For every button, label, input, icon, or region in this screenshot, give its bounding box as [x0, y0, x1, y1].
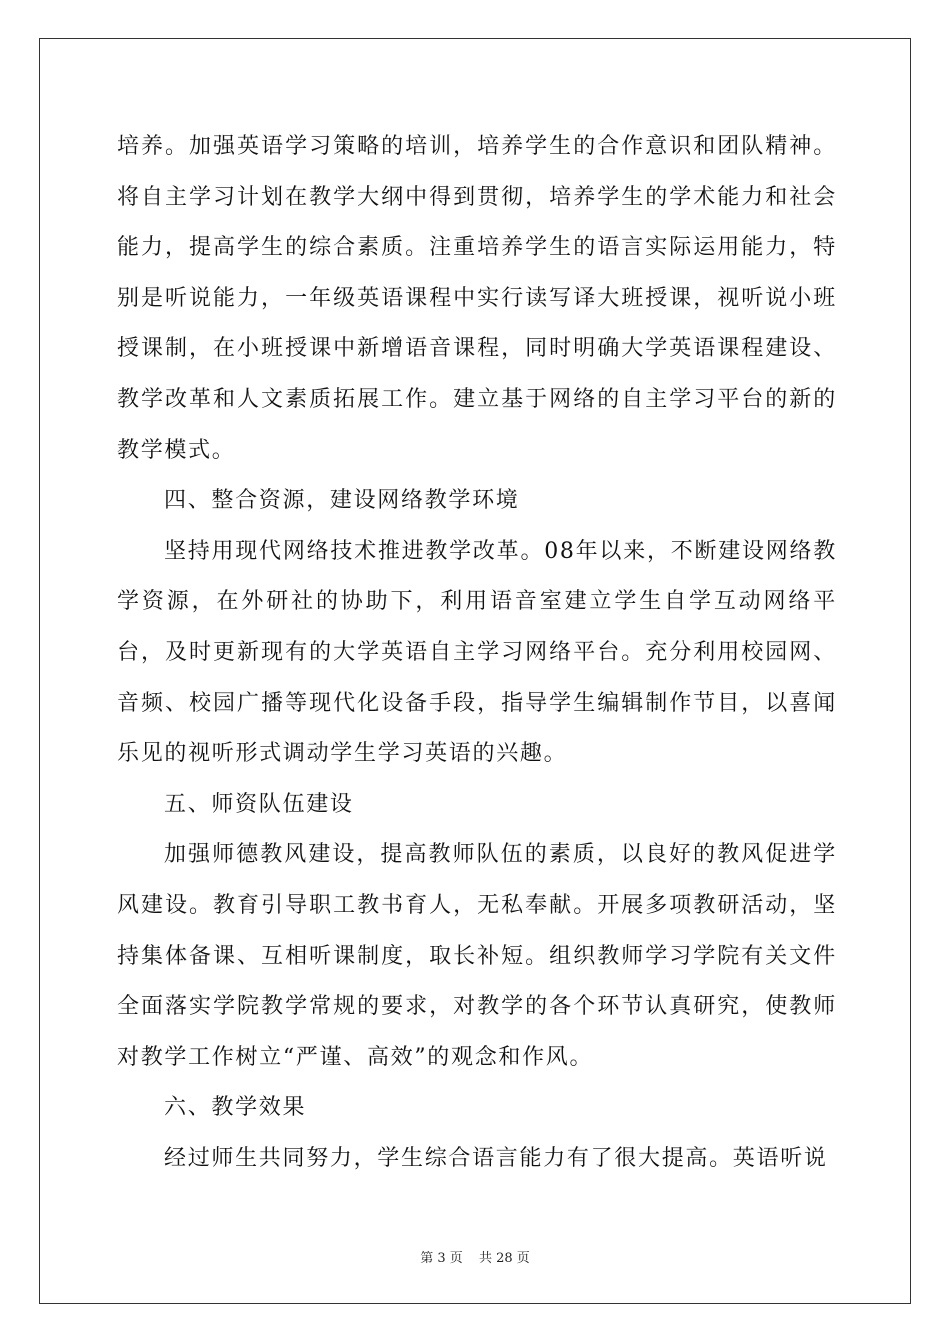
page-footer — [0, 1247, 950, 1266]
section-heading-5: 五、师资队伍建设 — [164, 791, 354, 817]
document-body — [117, 122, 837, 1184]
paragraph-faculty: 加强师德教风建设，提高教师队伍的素质，以良好的教风促进学风建设。教育引导职工教书育人，无私奉献。开展多项教研活动，坚持集体备课、互相听课制度，取长补短。组织教师学习学院有关文件全面落实学院教学常规的要求，对教学的各个环节认真研究，使教师对教学工作树立“严谨、高效”的观念和作风。 — [117, 842, 837, 1070]
page-number: 第 3 页 — [420, 1251, 463, 1266]
paragraph-network: 坚持用现代网络技术推进教学改革。08年以来，不断建设网络教学资源，在外研社的协助下，利用语音室建立学生自学互动网络平台，及时更新现有的大学英语自主学习网络平台。充分利用校园网、音频、校园广播等现代化设备手段，指导学生编辑制作节目，以喜闻乐见的视听形式调动学生学习英语的兴趣。 — [117, 538, 837, 767]
paragraph-effect: 经过师生共同努力，学生综合语言能力有了很大提高。英语听说 — [164, 1145, 828, 1171]
section-heading-4: 四、整合资源，建设网络教学环境 — [164, 488, 520, 514]
section-heading-6: 六、教学效果 — [164, 1095, 307, 1121]
page-total: 共 28 页 — [478, 1251, 530, 1266]
paragraph-continuation: 培养。加强英语学习策略的培训，培养学生的合作意识和团队精神。将自主学习计划在教学大纲中得到贯彻，培养学生的学术能力和社会能力，提高学生的综合素质。注重培养学生的语言实际运用能力，特别是听说能力，一年级英语课程中实行读写译大班授课，视听说小班授课制，在小班授课中新增语音课程，同时明确大学英语课程建设、教学改革和人文素质拓展工作。建立基于网络的自主学习平台的新的教学模式。 — [117, 134, 837, 463]
